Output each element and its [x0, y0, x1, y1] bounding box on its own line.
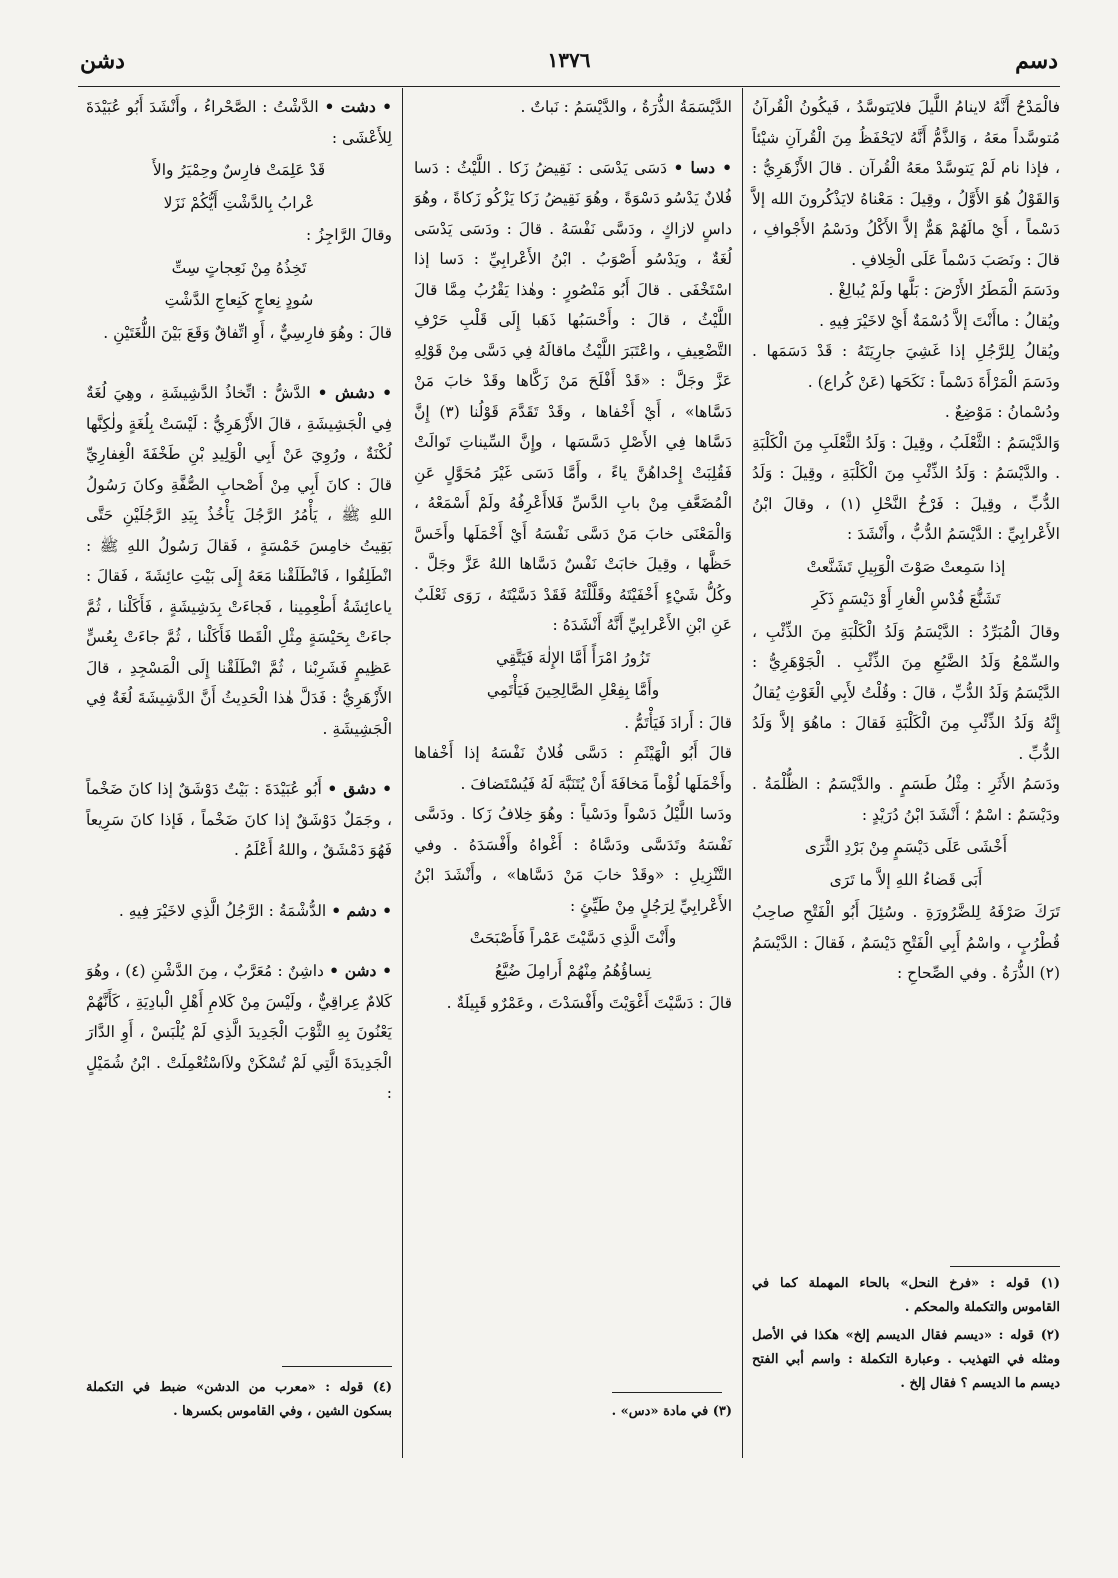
- page-number: ١٣٧٦: [547, 48, 591, 72]
- entry-body: داشِنٌ : مُعَرَّبٌ ، مِنَ الدَّشْنِ (٤) ، وهُوَ كَلامٌ عِراقِيٌّ ، ولَيْسَ مِنْ كَلامِ أَهْلِ الْبادِيَةِ ، كَأَنَّهُمْ يَعْنُونَ بِهِ الثَّوْبَ الْجَدِيدَ الَّذِي لَمْ يُلْبَسْ ، أَوِ الدَّارَ الْجَدِيدَةَ الَّتِي لَمْ تُسْكَنْ ولاَاسْتُعْمِلَتْ . ابْنُ شُمَيْلٍ :: [86, 962, 392, 1102]
- paragraph: ودَسَمُ الأَثَرِ : مِثْلُ طَسَمٍ . والدَّيْسَمُ : الظُّلْمَةُ . ودَيْسَمٌ : اسْمٌ ؛ أَنْشَدَ ابْنُ دُرَيْدٍ :: [752, 775, 1060, 824]
- verse-line: سُودٍ نِعاجٍ كَنِعاجِ الدَّشْتِ: [164, 291, 314, 309]
- entry-dshsh: [86, 378, 392, 744]
- headword: • دشت •: [324, 97, 392, 116]
- paragraph: قالَ أَبُو الْهَيْثَمِ : دَسَّى فُلانٌ نَفْسَهُ إذا أَخْفاها وأَخْمَلَها لُؤْماً مَخافَةَ أَنْ يُتَنَبَّهَ لَهُ فَيُسْتَضافَ .: [414, 744, 732, 793]
- middle-footnote: (٣) في مادة «دس» .: [611, 1404, 732, 1419]
- paragraph: قالَ : وهُوَ فارِسِيٌّ ، أَوِ اتِّفاقٌ وَقَعَ بَيْنَ اللُّغَتَيْنِ .: [103, 323, 392, 342]
- entry-body: الدَّشُّ : اتِّخاذُ الدَّشِيشَةِ ، وهِيَ لُغَةٌ فِي الْجَشِيشَةِ ، قالَ الأَزْهَرِيُّ : لَيْسَتْ بِلُغَةٍ ولٰكِنَّها لُكْنَةٌ ، ورُوِيَ عَنْ أَبِي الْوَلِيدِ بْنِ طَخْفَةَ الْغِفارِيِّ قالَ : كانَ أَبِي مِنْ أَصْحابِ الصُّفَّةِ وكانَ رَسُولُ اللهِ ﷺ ، يَأْمُرُ الرَّجُلَ يَأْخُذُ بِيَدِ الرَّجُلَيْنِ حَتَّى بَقِيتُ خامِسَ خَمْسَةٍ ، فَقالَ رَسُولُ اللهِ ﷺ : انْطَلِقُوا ، فَانْطَلَقْنا مَعَهُ إِلَى بَيْتِ عائِشَةَ ، فَقالَ : ياعائِشَةُ أَطْعِمِينا ، فَجاءَتْ بِدَشِيشَةٍ ، فَأَكَلْنا ، ثُمَّ جاءَتْ بِحَيْسَةٍ مِثْلِ الْقَطا فَأَكَلْنا ، ثُمَّ جاءَتْ بِعُسٍّ عَظِيمٍ فَشَرِبْنا ، ثُمَّ انْطَلَقْنا إِلَى الْمَسْجِدِ ، قالَ الأَزْهَرِيُّ : فَدَلَّ هٰذا الْحَدِيثُ أَنَّ الدَّشِيشَةَ لُغَةٌ فِي الْجَشِيشَةِ .: [86, 384, 392, 738]
- verse-line: قَدْ عَلِمَتْ فارِسٌ وحِمْيَرُ والأَ: [152, 161, 326, 179]
- paragraph: ودَسَمَ الْمَطَرُ الأَرْضَ : بَلَّها ولَمْ يُبالِغْ .: [828, 281, 1060, 299]
- headword: • دسا •: [673, 157, 733, 177]
- footnote-rule: [282, 1366, 392, 1367]
- entry-body: دَسَى يَدْسَى : نَقِيضُ زَكا . اللَّيْثُ : دَسا فُلانٌ يَدْسُو دَسْوَةً ، وهُوَ نَقِيضُ زَكا يَزْكُو زَكاةً ، وهُوَ داسٍ لازاكٍ ، ودَسَّى نَفْسَهُ . قالَ : ودَسَى يَدْسَى لُغَةٌ ، ويَدْسُو أَصْوَبُ . ابْنُ الأَعْرابِيِّ : دَسا إذا اسْتَخْفَى . قالَ أَبُو مَنْصُورٍ : وهٰذا يَقْرُبُ مِمَّا قالَ اللَّيْثُ ، قالَ : وأَحْسَبُها ذَهَبا إِلَى قَلْبِ حَرْفِ التَّضْعِيفِ ، واعْتَبَرَ اللَّيْثُ ماقالَهُ فِي دَسَّى مِنْ قَوْلِهِ عَزَّ وجَلَّ : «قَدْ أَفْلَحَ مَنْ زَكَّاها وقَدْ خابَ مَنْ دَسَّاها» ، أَيْ أَخْفاها ، وقَدْ تَقَدَّمَ قَوْلُنا (٣) إِنَّ دَسَّاها فِي الأَصْلِ دَسَّسَها ، وإِنَّ السِّيناتِ تَوالَتْ فَقُلِبَتْ إِحْداهُنَّ ياءً ، وأَمَّا دَسَى غَيْرَ مُحَوَّلٍ عَنِ الْمُضَعَّفِ مِنْ بابِ الدَّسِّ فَلاأَعْرِفُهُ ولَمْ أَسْمَعْهُ ، وَالْمَعْنَى خابَ مَنْ دَسَّى نَفْسَهُ أَيْ أَخْمَلَها وأَخَسَّ حَظَّها ، وقِيلَ خابَتْ نَفْسٌ دَسَّاها اللهُ عَزَّ وجَلَّ . وكُلُّ شَيْءٍ أَخْفَيْتَهُ وقَلَّلْتَهُ فَقَدْ دَسَّيْتَهُ ، رَوَى ثَعْلَبٌ عَنِ ابْنِ الأَعْرابِيِّ أَنَّهُ أَنْشَدَهُ :: [414, 158, 732, 634]
- header-rule: [78, 86, 1060, 87]
- headword: • دشن •: [329, 961, 392, 980]
- left-footnote: (٤) قوله : «معرب من الدشن» ضبط في التكملة بسكون الشين ، وفي القاموس بكسرها .: [86, 1380, 392, 1419]
- entry-body: الدَّشْتُ : الصَّحْراءُ ، وأَنْشَدَ أَبُو عُبَيْدَةَ لِلأَعْشَى :: [86, 98, 392, 147]
- entry-dshn: [86, 956, 392, 1109]
- paragraph: قالَ : دَسَّيْتَ أَغْوَيْتَ وأَفْسَدْتَ ، وعَمْرٌو قَبِيلَةٌ .: [446, 994, 732, 1012]
- verse-line: تَزُورُ امْرَأً أَمَّا الإِلٰهَ فَيَتَّقِي: [495, 648, 651, 667]
- verse-line: عْرابُ بِالدَّشْتِ أَيُّكُمْ نَزَلا: [163, 193, 315, 212]
- headword: • دشم •: [331, 900, 392, 920]
- paragraph: الدَّيْسَمَةُ الذُّرَةُ ، والدَّيْسَمُ : نَباتٌ .: [520, 98, 732, 116]
- paragraph: ودَسا اللَّيْلُ دَسْواً ودَسْياً : وهُوَ خِلافُ زَكا . ودَسَّى نَفْسَهُ وتَدَسَّى ودَسَّاهُ : أَغْواهُ وأَفْسَدَهُ . وفي التَّنْزِيلِ : «وقَدْ خابَ مَنْ دَسَّاها» ، وأَنْشَدَ ابْنُ الأَعْرابِيِّ لِرَجُلٍ مِنْ طَيِّئٍ :: [414, 805, 732, 915]
- page-header: [80, 46, 1058, 86]
- entry-dsht: [86, 92, 392, 153]
- footnote-rule: [950, 1266, 1060, 1267]
- entry-body: الدُّشْمَةُ : الرَّجُلُ الَّذِي لاخَيْرَ فِيهِ .: [118, 901, 327, 920]
- right-column: [752, 92, 1060, 989]
- paragraph: ودُسْمانُ : مَوْضِعٌ .: [944, 403, 1060, 421]
- footnote: (٢) قوله : «ديسم فقال الديسم إلخ» هكذا في الأصل ومثله في التهذيب . وعبارة التكملة : واسم أبي الفتح ديسم ما الديسم ؟ فقال إلخ .: [752, 1328, 1060, 1391]
- verse-line: وأَنْتَ الَّذِي دَسَّيْتَ عَمْراً فَأَصْبَحَتْ: [469, 929, 677, 947]
- footnote-rule: [612, 1392, 722, 1393]
- headword: • دشق •: [327, 779, 392, 798]
- verse-line: نِساؤُهُمُ مِنْهُمْ أَرامِلَ ضُيَّعُ: [494, 961, 652, 980]
- paragraph: تَرَكَ صَرْفَهُ لِلضَّرُورَةِ . وسُئِلَ أَبُو الْفَتْحِ صاحِبُ قُطْرُبٍ ، واسْمُ أَبِي الْفَتْحِ دَيْسَمٌ ، فَقالَ : الدَّيْسَمُ (٢) الذُّرَةُ . وفي الصِّحاحِ :: [752, 903, 1060, 982]
- left-column: [86, 92, 392, 1109]
- right-footnotes: [752, 1272, 1060, 1396]
- paragraph: ويُقالُ لِلرَّجُلِ إذا غَشِيَ جارِيَتَهُ : قَدْ دَسَمَها . ودَسَمَ الْمَرْأَةَ دَسْماً : نَكَحَها (عَنْ كُراع) .: [752, 342, 1060, 391]
- entry-dshq: [86, 774, 392, 866]
- entry-gap: [86, 866, 392, 896]
- verse-line: تَخِذُهُ مِنْ نَعِجاتٍ سِتِّ: [171, 258, 307, 277]
- header-left-word: دشن: [80, 48, 125, 74]
- footnote: (١) قوله : «فرخ النحل» بالحاء المهملة كما في القاموس والتكملة والمحكم .: [752, 1276, 1060, 1315]
- paragraph: وقالَ الرَّاجِزُ :: [306, 226, 392, 244]
- paragraph: فالْمَدْحُ أَنَّهُ لاينامُ اللَّيلَ فلايَتوسَّدُ ، فَيكُونُ الْقُرآنُ مُتوسَّداً معَهُ ، وَالذَّمُّ أَنَّهُ لايَحْفَظُ مِنَ الْقُرآنِ شيْئاً ، فإذا نام لَمْ يَتوسَّدْ معَهُ الْقُرآن . قالَ الأَزْهَرِيُّ : وَالقَوْلُ هُوَ الأَوَّلُ ، وقِيلَ : مَعْناهُ لايَذْكُرونَ الله إلاَّ دَسْماً ، أَيْ مالَهُمْ هَمٌّ إلاَّ الأَكْلُ ودَسْمُ الأَجْوافِ ، قالَ : ونَصَبَ دَسْماً عَلَى الْخِلافِ .: [752, 98, 1060, 269]
- entry-body: أَبُو عُبَيْدَةَ : بَيْتٌ دَوْشَقٌ إذا كانَ ضَخْماً ، وجَمَلٌ دَوْشَقٌ إذا كانَ ضَخْماً ، فَإذا كانَ سَرِيعاً فَهُوَ دَمْشَقٌ ، واللهُ أَعْلَمُ .: [86, 780, 392, 859]
- column-divider-left: [402, 88, 403, 1458]
- entry-gap: [414, 123, 732, 153]
- middle-column: [414, 92, 732, 1019]
- headword: • دشش •: [317, 383, 392, 402]
- verse-line: تَشَنُّعَ فُدْسِ الْغارِ أَوْ دَيْسَمٍ ذَكَرِ: [811, 590, 1001, 608]
- verse-line: أَخْشَى عَلَى دَيْسَمٍ مِنْ بَرْدِ الثَّرَى: [804, 838, 1008, 856]
- paragraph: وَالدَّيْسَمُ : الثَّعْلَبُ ، وقِيلَ : وَلَدُ الثَّعْلَبِ مِنَ الْكَلْبَةِ . والدَّيْسَمُ : وَلَدُ الذِّئْبِ مِنَ الْكَلْبَةِ ، وقِيلَ : وَلَدُ الدُّبِّ ، وقِيلَ : فَرْخُ النَّحْلِ (١) ، وقالَ ابْنُ الأَعْرابِيِّ : الدَّيْسَمُ الدُّبُّ ، وأَنْشَدَ :: [752, 433, 1060, 543]
- verse-line: أَبَى قَضاءُ اللهِ إلاَّ ما تَرَى: [829, 870, 983, 889]
- paragraph: قالَ : أَرادَ فَيَأْتَمُّ .: [624, 713, 732, 732]
- header-right-word: دسم: [1015, 48, 1058, 74]
- paragraph: ويُقالُ : ماأَنْتَ إلاَّ دُسْمَةٌ أَيْ لاخَيْرَ فِيهِ .: [819, 311, 1060, 330]
- paragraph: وقالَ الْمُبَرِّدُ : الدَّيْسَمُ وَلَدُ الْكَلْبَةِ مِنَ الذِّئْبِ ، والسِّمْعُ وَلَدُ الضَّبُعِ مِنَ الذِّئْبِ . الْجَوْهَرِيُّ : الدَّيْسَمُ وَلَدُ الدُّبِّ ، قالَ : وقُلْتُ لأَبِي الْغَوْثِ يُقالُ إِنَّهُ وَلَدُ الذِّئْبِ مِنَ الْكَلْبَةِ فَقالَ : ماهُوَ إلاَّ وَلَدُ الدُّبِّ .: [752, 622, 1060, 763]
- entry-gap: [86, 348, 392, 378]
- verse-line: إذا سَمِعتْ صَوْتَ الْوَبِيلِ تَشَنَّعتْ: [806, 557, 1006, 576]
- entry-gap: [86, 744, 392, 774]
- entry-dshm: [86, 896, 392, 927]
- column-divider-right: [742, 88, 743, 1458]
- entry-dsa: [414, 153, 732, 641]
- verse-line: وأَمَّا بِفِعْلِ الصَّالِحِينَ فَيَأْتَمِي: [486, 681, 660, 699]
- entry-gap: [86, 926, 392, 956]
